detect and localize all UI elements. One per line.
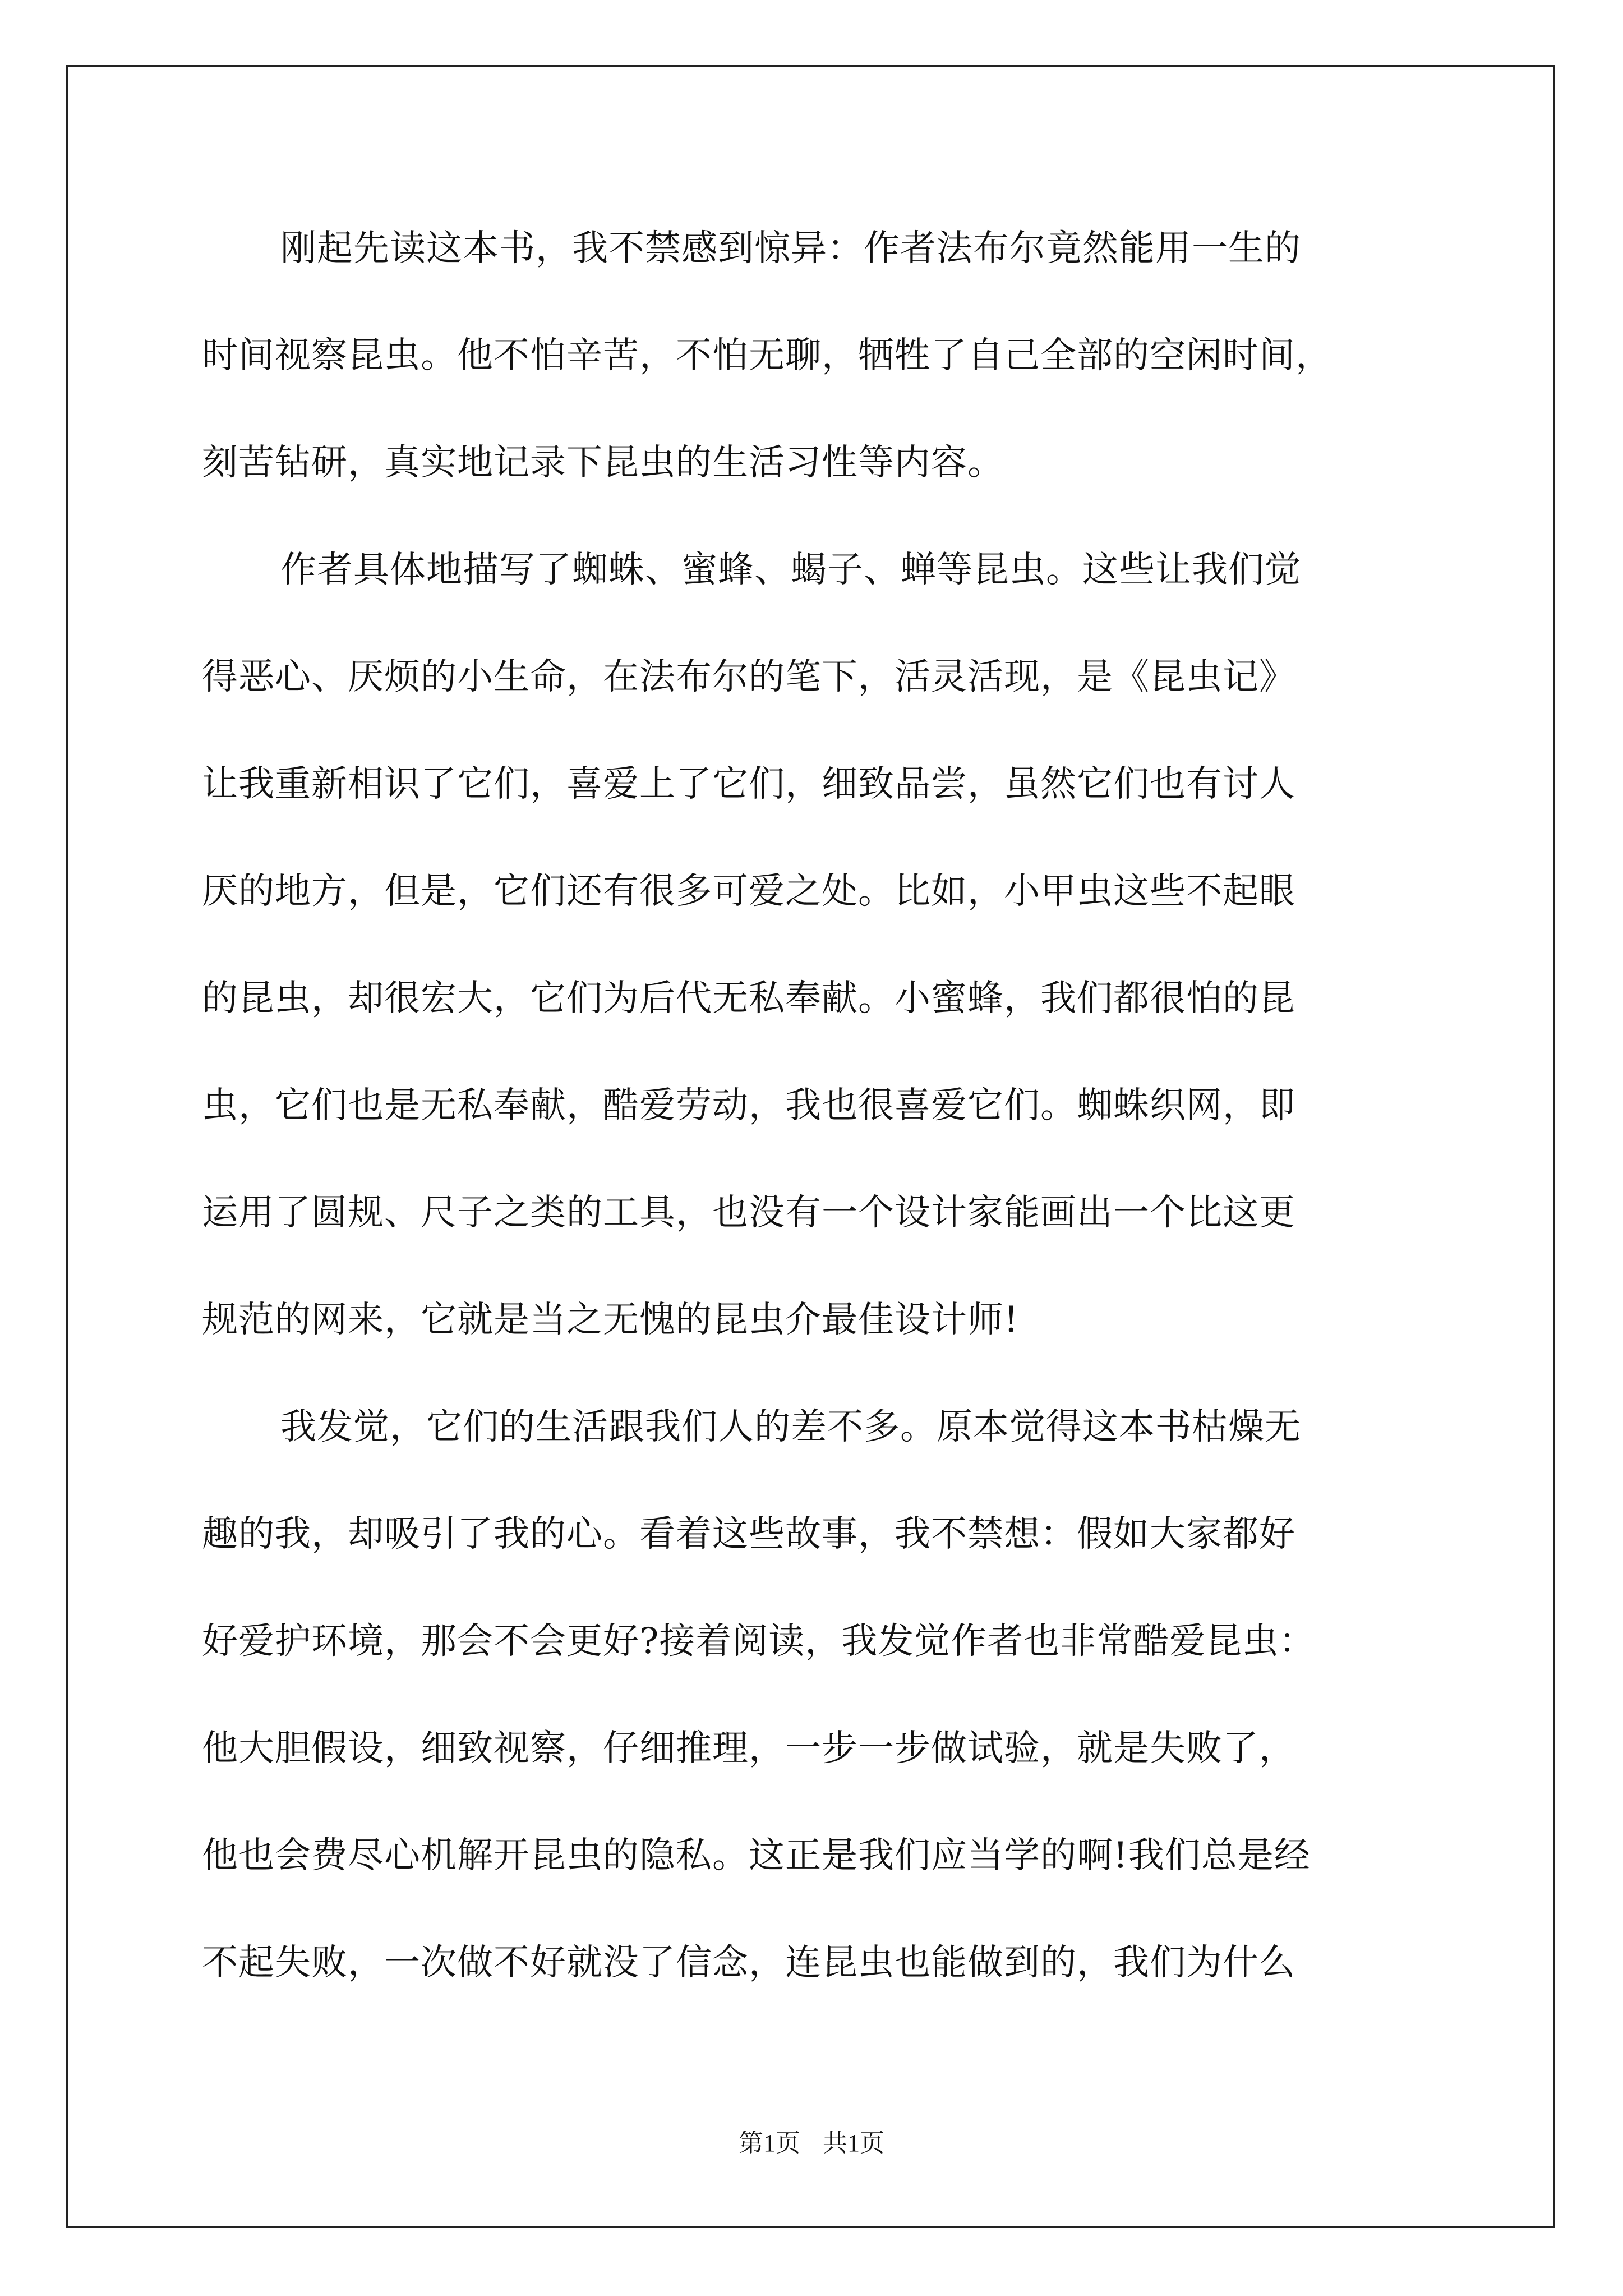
paragraph-2-line-6: 虫，它们也是无私奉献，酷爱劳动，我也很喜爱它们。蜘蛛织网，即 [202, 1085, 1295, 1126]
paragraph-3-line-5: 他也会费尽心机解开昆虫的隐私。这正是我们应当学的啊!我们总是经 [202, 1835, 1311, 1876]
paragraph-1-line-3: 刻苦钻研，真实地记录下昆虫的生活习性等内容。 [202, 442, 1004, 484]
page-footer [0, 2129, 1623, 2158]
paragraph-2-line-1: 作者具体地描写了蜘蛛、蜜蜂、蝎子、蝉等昆虫。这些让我们觉 [280, 549, 1301, 591]
paragraph-3-line-2: 趣的我，却吸引了我的心。看着这些故事，我不禁想：假如大家都好 [202, 1513, 1295, 1555]
paragraph-3-line-3: 好爱护环境，那会不会更好?接着阅读，我发觉作者也非常酷爱昆虫： [202, 1621, 1316, 1662]
paragraph-3-line-6: 不起失败，一次做不好就没了信念，连昆虫也能做到的，我们为什么 [202, 1942, 1295, 1984]
paragraph-2-line-7: 运用了圆规、尺子之类的工具，也没有一个设计家能画出一个比这更 [202, 1192, 1295, 1234]
page-number-total: 共1页 [823, 2129, 884, 2157]
page-number-current: 第1页 [739, 2129, 800, 2157]
page-border [66, 65, 1555, 2228]
paragraph-3-line-1: 我发觉，它们的生活跟我们人的差不多。原本觉得这本书枯燥无 [280, 1406, 1301, 1448]
paragraph-2-line-2: 得恶心、厌烦的小生命，在法布尔的笔下，活灵活现，是《昆虫记》 [202, 656, 1295, 698]
paragraph-2-line-5: 的昆虫，却很宏大，它们为后代无私奉献。小蜜蜂，我们都很怕的昆 [202, 978, 1295, 1019]
paragraph-3-line-4: 他大胆假设，细致视察，仔细推理，一步一步做试验，就是失败了， [202, 1728, 1295, 1769]
paragraph-1-line-1: 刚起先读这本书，我不禁感到惊异：作者法布尔竟然能用一生的 [280, 228, 1301, 269]
paragraph-2-line-4: 厌的地方，但是，它们还有很多可爱之处。比如，小甲虫这些不起眼 [202, 871, 1295, 912]
paragraph-2-line-3: 让我重新相识了它们，喜爱上了它们，细致品尝，虽然它们也有讨人 [202, 763, 1295, 805]
paragraph-2-line-8: 规范的网来，它就是当之无愧的昆虫介最佳设计师! [202, 1299, 1019, 1341]
paragraph-1-line-2: 时间视察昆虫。他不怕辛苦，不怕无聊，牺牲了自己全部的空闲时间， [202, 335, 1332, 376]
